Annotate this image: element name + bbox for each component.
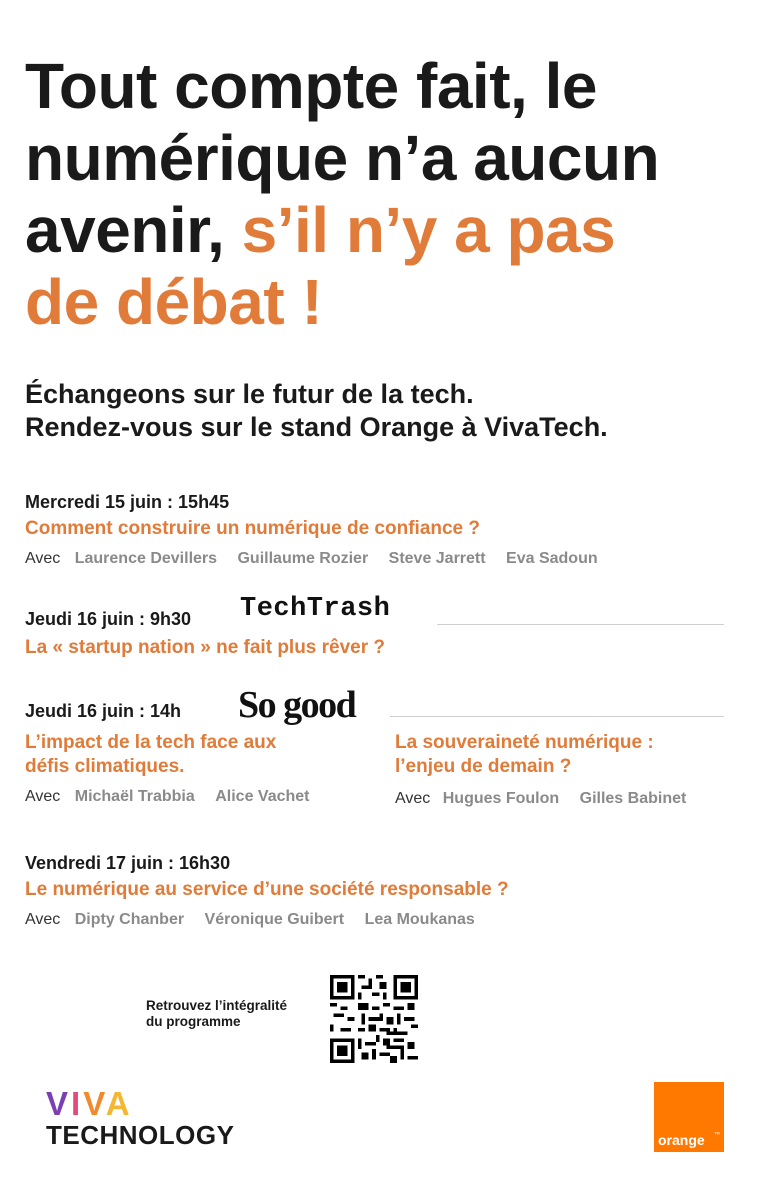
session-date: Jeudi 16 juin : 9h30 — [25, 609, 192, 629]
speaker-name: Gilles Babinet — [579, 790, 687, 807]
intro-text — [25, 378, 765, 444]
speaker-name: Dipty Chanber — [74, 911, 185, 928]
viva-letter: V — [46, 1085, 72, 1122]
technology-wordmark: TECHNOLOGY — [46, 1120, 235, 1150]
qr-caption — [146, 998, 326, 1030]
speaker-list — [395, 789, 735, 809]
headline-line-2: numérique n’a aucun — [25, 122, 660, 194]
headline-line-4: de débat ! — [25, 266, 323, 338]
divider — [437, 624, 724, 625]
session-date: Jeudi 16 juin : 14h — [25, 701, 182, 721]
session-date: Mercredi 15 juin : 15h45 — [25, 492, 230, 512]
techtrash-logo: TechTrash — [240, 594, 391, 624]
session-title-line-1: La souveraineté numérique : — [395, 732, 654, 753]
viva-letter: I — [71, 1085, 84, 1122]
speaker-name: Alice Vachet — [215, 788, 310, 805]
headline-line-3-accent: s’il n’y a pas — [241, 194, 616, 266]
avec-label: Avec — [25, 550, 61, 567]
intro-line-2: Rendez-vous sur le stand Orange à VivaTech. — [25, 412, 608, 442]
headline-line-3-dark: avenir, — [25, 194, 242, 266]
session-title-line-2: défis climatiques. — [25, 756, 185, 777]
speaker-name: Steve Jarrett — [388, 550, 486, 567]
session-title: Comment construire un numérique de confiance ? — [25, 518, 481, 539]
speaker-name: Eva Sadoun — [506, 550, 598, 567]
headline-line-3 — [25, 194, 765, 266]
viva-technology-logo — [46, 1087, 133, 1121]
session-4 — [25, 852, 725, 930]
divider — [390, 716, 724, 717]
qr-code-icon[interactable] — [330, 975, 418, 1063]
speaker-name: Véronique Guibert — [204, 911, 345, 928]
qr-caption-line-1: Retrouvez l’intégralité — [146, 998, 288, 1013]
speaker-list — [25, 910, 725, 930]
avec-label: Avec — [395, 790, 431, 807]
speaker-list — [25, 787, 365, 807]
speaker-name: Laurence Devillers — [74, 550, 218, 567]
speaker-name: Lea Moukanas — [364, 911, 475, 928]
session-3-left — [25, 731, 365, 807]
orange-logo — [654, 1082, 724, 1152]
orange-wordmark: orange — [658, 1132, 705, 1148]
speaker-name: Michaël Trabbia — [74, 788, 195, 805]
session-title: Le numérique au service d’une société responsable ? — [25, 879, 509, 900]
session-1 — [25, 491, 725, 569]
viva-letter: V — [83, 1085, 106, 1122]
session-title-line-1: L’impact de la tech face aux — [25, 732, 277, 753]
intro-line-1: Échangeons sur le futur de la tech. — [25, 379, 474, 409]
avec-label: Avec — [25, 788, 61, 805]
session-3-right — [395, 731, 735, 809]
speaker-name: Guillaume Rozier — [237, 550, 369, 567]
qr-caption-line-2: du programme — [146, 1014, 241, 1029]
sogood-logo: So good — [238, 684, 356, 726]
speaker-name: Hugues Foulon — [442, 790, 560, 807]
trademark-symbol: ™ — [714, 1132, 720, 1138]
viva-letter: A — [105, 1085, 133, 1122]
session-3 — [25, 700, 725, 722]
session-date: Vendredi 17 juin : 16h30 — [25, 853, 231, 873]
headline — [25, 50, 765, 338]
session-title-line-2: l’enjeu de demain ? — [395, 756, 572, 777]
avec-label: Avec — [25, 911, 61, 928]
headline-line-1: Tout compte fait, le — [25, 50, 597, 122]
session-title: La « startup nation » ne fait plus rêver ? — [25, 637, 386, 658]
speaker-list — [25, 549, 725, 569]
